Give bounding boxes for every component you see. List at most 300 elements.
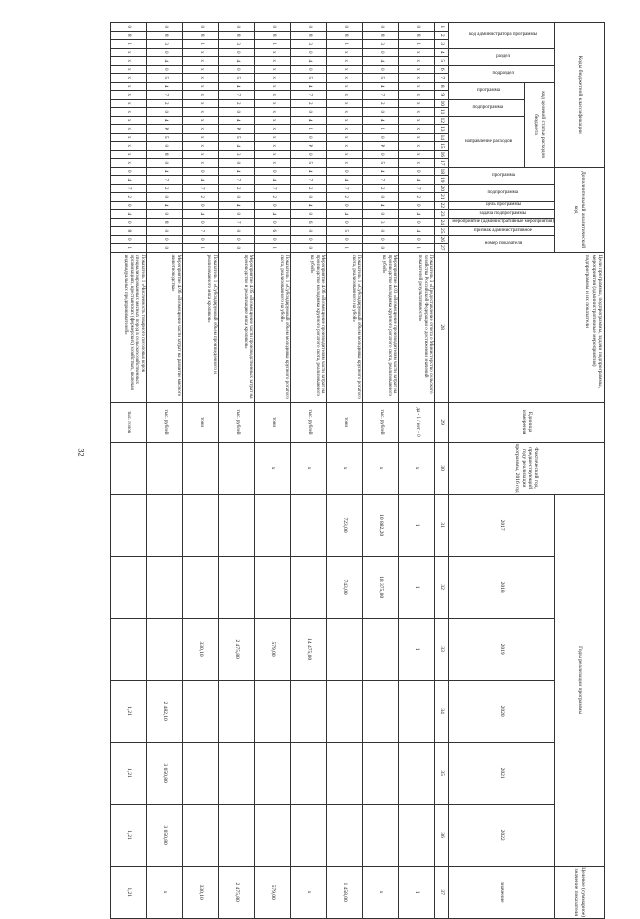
year-value: 10 882,20 — [363, 494, 399, 556]
code-cell: х — [255, 142, 291, 151]
code-cell: 0 — [399, 23, 435, 32]
code-cell: 5 — [363, 74, 399, 83]
code-cell: 0 — [111, 235, 147, 244]
code-cell: 0 — [183, 201, 219, 210]
code-cell: х — [399, 57, 435, 66]
header-prog-goal: цель программы — [449, 201, 555, 210]
row-base-year: х — [399, 442, 435, 494]
year-value — [219, 742, 255, 804]
year-value: 579,00 — [255, 618, 291, 680]
column-number: 5 — [435, 57, 449, 66]
code-cell: х — [255, 91, 291, 100]
year-value — [219, 680, 255, 742]
code-cell: 5 — [147, 133, 183, 142]
code-cell: х — [327, 57, 363, 66]
code-cell: х — [183, 150, 219, 159]
header-section: раздел — [449, 48, 555, 65]
code-cell: х — [183, 133, 219, 142]
code-cell: 0 — [291, 133, 327, 142]
rotated-table-container — [110, 22, 605, 918]
code-cell: 2 — [219, 99, 255, 108]
year-value — [183, 556, 219, 618]
year-value — [183, 804, 219, 866]
code-cell: 3 — [219, 40, 255, 49]
code-cell: 0 — [183, 167, 219, 176]
row-base-year — [219, 442, 255, 494]
header-prog-a: программа — [449, 167, 555, 184]
year-value: 3 050,80 — [147, 804, 183, 866]
code-cell: 0 — [219, 65, 255, 74]
column-number: 15 — [435, 142, 449, 151]
column-number: 18 — [435, 167, 449, 176]
table-row — [255, 23, 291, 919]
code-cell: 4 — [255, 176, 291, 185]
row-target-value: 1,21 — [111, 866, 147, 918]
code-cell: 1 — [327, 40, 363, 49]
code-cell: 0 — [147, 235, 183, 244]
row-description: Показатель 1 «Численность товарного поголовья коров специализированных мясных пород в сельскохозяйственных организациях, крестьянских (фермерских) хозяйствах, включая индивидуальных предпринимателей» — [111, 252, 147, 402]
code-cell: 0 — [363, 65, 399, 74]
code-cell: 0 — [291, 23, 327, 32]
code-cell: 4 — [363, 116, 399, 125]
row-description: Мероприятие 4.05 «Возмещение части производственных затрат на производство и реализацию мяса кроликов» — [219, 252, 255, 402]
year-value — [399, 680, 435, 742]
year-value — [219, 556, 255, 618]
code-cell: х — [399, 74, 435, 83]
code-cell: х — [255, 48, 291, 57]
year-2021: 2021 — [449, 742, 555, 804]
code-cell: х — [399, 108, 435, 117]
document-sheet — [110, 22, 605, 918]
header-target-value: Целевое (суммарное) значение показателя — [554, 866, 604, 918]
code-cell: 0 — [111, 23, 147, 32]
code-cell: 4 — [327, 210, 363, 219]
code-cell: 0 — [219, 210, 255, 219]
header-additional-code: Дополнительный аналитический код — [554, 167, 604, 252]
year-value — [291, 494, 327, 556]
code-cell: 0 — [147, 23, 183, 32]
year-value — [255, 804, 291, 866]
code-cell: 8 — [291, 31, 327, 40]
code-cell: 3 — [147, 40, 183, 49]
code-cell: 2 — [291, 184, 327, 193]
code-cell: Р — [291, 142, 327, 151]
row-target-value: х — [291, 866, 327, 918]
code-cell: х — [327, 91, 363, 100]
code-cell: 4 — [363, 201, 399, 210]
year-2019: 2019 — [449, 618, 555, 680]
code-cell: 0 — [363, 227, 399, 236]
code-cell: 1 — [399, 40, 435, 49]
code-cell: х — [399, 48, 435, 57]
code-cell: х — [111, 159, 147, 168]
code-cell: 4 — [219, 201, 255, 210]
code-cell: 8 — [111, 227, 147, 236]
code-cell: 7 — [147, 176, 183, 185]
code-cell: 4 — [363, 167, 399, 176]
column-number: 8 — [435, 82, 449, 91]
code-cell: 7 — [219, 218, 255, 227]
code-cell: 0 — [291, 65, 327, 74]
year-value: 1 — [399, 494, 435, 556]
code-cell: 0 — [183, 23, 219, 32]
code-cell: 0 — [255, 235, 291, 244]
code-cell: 0 — [147, 193, 183, 202]
column-number: 36 — [435, 804, 449, 866]
column-number: 9 — [435, 91, 449, 100]
code-cell: х — [111, 48, 147, 57]
code-cell: 2 — [183, 193, 219, 202]
row-unit: тыс. голов — [111, 402, 147, 442]
table-row — [183, 23, 219, 919]
code-cell: 3 — [363, 40, 399, 49]
code-cell: 4 — [399, 176, 435, 185]
code-cell: 2 — [291, 99, 327, 108]
code-cell: х — [183, 99, 219, 108]
code-cell: х — [111, 91, 147, 100]
year-value — [147, 556, 183, 618]
code-cell: 0 — [255, 23, 291, 32]
header-years-group: Годы реализации программы — [554, 494, 604, 866]
code-cell: 0 — [327, 201, 363, 210]
column-number: 35 — [435, 742, 449, 804]
code-cell: 1 — [255, 244, 291, 253]
table-row — [147, 23, 183, 919]
code-cell: х — [327, 65, 363, 74]
code-cell: 6 — [255, 227, 291, 236]
year-value: 743,00 — [327, 556, 363, 618]
code-cell: 7 — [327, 184, 363, 193]
code-cell: 5 — [363, 159, 399, 168]
code-cell: 1 — [111, 244, 147, 253]
code-cell: х — [255, 116, 291, 125]
code-cell: 0 — [219, 108, 255, 117]
code-cell: 0 — [147, 48, 183, 57]
code-cell: 0 — [255, 218, 291, 227]
code-cell: х — [255, 74, 291, 83]
code-cell: 7 — [183, 227, 219, 236]
code-cell: 0 — [219, 193, 255, 202]
code-cell: 0 — [219, 159, 255, 168]
row-description: Показатель 3 «Предоставление отчета о Министерство сельского хозяйства Российской Федерации о достижении значений показателей результативности» — [399, 252, 435, 402]
code-cell: х — [327, 159, 363, 168]
code-cell: 0 — [363, 133, 399, 142]
code-cell: 2 — [327, 193, 363, 202]
code-cell: 0 — [363, 244, 399, 253]
year-2022: 2022 — [449, 804, 555, 866]
code-cell: 3 — [363, 218, 399, 227]
code-cell: 7 — [147, 91, 183, 100]
column-number: 6 — [435, 65, 449, 74]
code-cell: х — [399, 150, 435, 159]
code-cell: 1 — [255, 40, 291, 49]
row-unit: да - 1 / нет - 0 — [399, 402, 435, 442]
column-number: 34 — [435, 680, 449, 742]
row-base-year: х — [255, 442, 291, 494]
code-cell: 0 — [327, 167, 363, 176]
row-target-value: 579,00 — [255, 866, 291, 918]
header-subsection: подраздел — [449, 65, 555, 82]
code-cell: х — [183, 116, 219, 125]
year-value: 1 — [399, 556, 435, 618]
code-cell: 0 — [147, 210, 183, 219]
code-cell: 8 — [183, 31, 219, 40]
code-cell: 0 — [291, 48, 327, 57]
code-cell: 4 — [219, 57, 255, 66]
code-cell: 4 — [399, 227, 435, 236]
code-cell: х — [399, 116, 435, 125]
row-base-year — [183, 442, 219, 494]
column-number: 17 — [435, 159, 449, 168]
code-cell: х — [327, 133, 363, 142]
code-cell: 8 — [255, 31, 291, 40]
code-cell: х — [255, 108, 291, 117]
code-cell: 0 — [147, 227, 183, 236]
code-cell: 0 — [255, 201, 291, 210]
code-cell: х — [111, 99, 147, 108]
code-cell: 7 — [111, 184, 147, 193]
code-cell: 0 — [147, 108, 183, 117]
code-cell: х — [111, 74, 147, 83]
code-cell: 0 — [111, 167, 147, 176]
code-cell: 4 — [111, 210, 147, 219]
code-cell: 4 — [147, 116, 183, 125]
code-cell: 4 — [363, 57, 399, 66]
year-value — [327, 618, 363, 680]
row-target-value: 1 458,00 — [327, 866, 363, 918]
code-cell: х — [255, 150, 291, 159]
code-cell: х — [183, 142, 219, 151]
column-number: 25 — [435, 227, 449, 236]
row-base-year: х — [363, 442, 399, 494]
code-cell: 4 — [183, 176, 219, 185]
code-cell: 4 — [291, 57, 327, 66]
code-cell: 8 — [327, 31, 363, 40]
year-value — [255, 680, 291, 742]
year-value — [291, 556, 327, 618]
code-cell: х — [327, 150, 363, 159]
code-cell: 2 — [255, 193, 291, 202]
column-number: 37 — [435, 866, 449, 918]
code-cell: 0 — [327, 218, 363, 227]
code-cell: х — [111, 65, 147, 74]
column-number: 24 — [435, 218, 449, 227]
header-unit: Единица измерения — [449, 402, 605, 442]
code-cell: 0 — [291, 235, 327, 244]
column-number: 12 — [435, 116, 449, 125]
row-target-value: х — [147, 866, 183, 918]
year-value: 2 475,80 — [219, 618, 255, 680]
column-number: 4 — [435, 48, 449, 57]
code-cell: 6 — [291, 218, 327, 227]
code-cell: Р — [219, 125, 255, 134]
column-number: 27 — [435, 244, 449, 253]
code-cell: 0 — [291, 227, 327, 236]
year-value — [399, 742, 435, 804]
code-cell: х — [111, 108, 147, 117]
column-number: 23 — [435, 210, 449, 219]
row-unit: тонн — [183, 402, 219, 442]
code-cell: х — [255, 99, 291, 108]
code-cell: 5 — [291, 74, 327, 83]
code-cell: 0 — [219, 235, 255, 244]
row-description: Мероприятие 4.06 «Возмещение части затрат на развитие мясного животноводства» — [147, 252, 183, 402]
column-number: 11 — [435, 108, 449, 117]
year-value: 1,21 — [111, 680, 147, 742]
code-cell: 0 — [147, 65, 183, 74]
column-number: 16 — [435, 150, 449, 159]
code-cell: 5 — [219, 74, 255, 83]
code-cell: 8 — [363, 31, 399, 40]
code-cell: 1 — [111, 40, 147, 49]
code-cell: х — [255, 133, 291, 142]
year-2020: 2020 — [449, 680, 555, 742]
header-program: программа — [449, 82, 524, 99]
code-cell: х — [255, 57, 291, 66]
code-cell: 0 — [219, 227, 255, 236]
code-cell: х — [111, 125, 147, 134]
code-cell: х — [399, 159, 435, 168]
code-cell: 0 — [363, 235, 399, 244]
code-cell: 4 — [399, 210, 435, 219]
column-number: 30 — [435, 442, 449, 494]
year-value — [363, 804, 399, 866]
code-cell: 2 — [111, 193, 147, 202]
code-cell: х — [255, 82, 291, 91]
code-cell: х — [183, 159, 219, 168]
year-value — [183, 742, 219, 804]
code-cell: 3 — [291, 40, 327, 49]
column-number: 19 — [435, 176, 449, 185]
code-cell: 0 — [363, 23, 399, 32]
code-cell: х — [399, 142, 435, 151]
code-cell: х — [327, 99, 363, 108]
code-cell: х — [111, 133, 147, 142]
header-subprogram: подпрограмма — [449, 99, 524, 116]
column-number: 14 — [435, 133, 449, 142]
header-budget-codes: Коды бюджетной классификации — [554, 23, 604, 168]
code-cell: 7 — [291, 176, 327, 185]
code-cell: 4 — [291, 116, 327, 125]
year-value — [327, 804, 363, 866]
code-cell: х — [183, 91, 219, 100]
year-value — [291, 742, 327, 804]
code-cell: 0 — [363, 193, 399, 202]
code-cell: 4 — [147, 167, 183, 176]
code-cell: х — [183, 65, 219, 74]
code-cell: 4 — [147, 57, 183, 66]
code-cell: х — [111, 82, 147, 91]
year-value — [327, 680, 363, 742]
year-value — [327, 742, 363, 804]
code-cell: 7 — [255, 184, 291, 193]
row-description: Показатель 1 «Субсидируемый объем молодняка крупного рогатого скота, реализованного на убой» — [327, 252, 363, 402]
code-cell: 7 — [291, 91, 327, 100]
row-unit: тыс. рублей — [291, 402, 327, 442]
code-cell: Р — [147, 125, 183, 134]
column-number: 20 — [435, 184, 449, 193]
header-indicator-num: номер показателя — [449, 235, 555, 252]
code-cell: 1 — [327, 244, 363, 253]
code-cell: х — [399, 125, 435, 134]
code-cell: 7 — [363, 176, 399, 185]
header-value-label: значение — [449, 866, 555, 918]
code-cell: 4 — [291, 201, 327, 210]
code-cell: 4 — [291, 82, 327, 91]
code-cell: 0 — [183, 235, 219, 244]
code-cell: 2 — [147, 184, 183, 193]
header-subprog-a: подпрограмма — [449, 184, 555, 201]
code-cell: 2 — [219, 184, 255, 193]
year-value — [147, 618, 183, 680]
code-cell: 1 — [363, 125, 399, 134]
code-cell: 2 — [363, 99, 399, 108]
row-unit: тыс. рублей — [147, 402, 183, 442]
header-subprog-task: задача подпрограммы — [449, 210, 555, 219]
code-cell: х — [183, 125, 219, 134]
code-cell: 0 — [291, 244, 327, 253]
row-base-year: х — [291, 442, 327, 494]
code-cell: х — [327, 142, 363, 151]
year-value: 1 — [399, 618, 435, 680]
code-cell: 5 — [327, 227, 363, 236]
code-cell: х — [111, 57, 147, 66]
column-number: 28 — [435, 252, 449, 402]
code-cell: 7 — [219, 176, 255, 185]
code-cell: 7 — [399, 184, 435, 193]
row-description: Показатель 1 «Субсидируемый объем молодняка крупного рогатого скота, реализованного на убой» — [255, 252, 291, 402]
row-description: Мероприятие 4.03 «Возмещение производителям части затрат на производство молодняка крупного рогатого скота, реализованного на убой» — [363, 252, 399, 402]
column-number: 31 — [435, 494, 449, 556]
code-cell: 4 — [219, 82, 255, 91]
table-row — [399, 23, 435, 919]
year-value — [291, 680, 327, 742]
year-2017: 2017 — [449, 494, 555, 556]
code-cell: 0 — [363, 210, 399, 219]
header-activity: мероприятие (административные мероприятия) — [449, 218, 555, 227]
header-targets: Цели программы, подпрограммы, задачи подпрограммы, мероприятия (административные мероприятия) подпрограммы и их показатели — [449, 252, 605, 402]
code-cell: х — [255, 65, 291, 74]
code-cell: Р — [363, 142, 399, 151]
code-cell: 4 — [219, 116, 255, 125]
code-cell: 4 — [147, 82, 183, 91]
code-cell: х — [399, 65, 435, 74]
code-cell: х — [111, 116, 147, 125]
code-cell: 5 — [219, 133, 255, 142]
code-cell: 0 — [219, 23, 255, 32]
year-value: 3 050,80 — [147, 742, 183, 804]
column-number: 1 — [435, 23, 449, 32]
year-value: 2 482,10 — [147, 680, 183, 742]
column-number: 3 — [435, 40, 449, 49]
row-unit: тонн — [327, 402, 363, 442]
code-cell: х — [399, 133, 435, 142]
code-cell: 1 — [291, 125, 327, 134]
code-cell: х — [327, 48, 363, 57]
code-cell: 0 — [111, 201, 147, 210]
year-value — [363, 680, 399, 742]
code-cell: 1 — [183, 244, 219, 253]
code-cell: х — [255, 125, 291, 134]
code-cell: х — [183, 108, 219, 117]
year-value — [183, 680, 219, 742]
table-row — [219, 23, 255, 919]
code-cell: 8 — [219, 31, 255, 40]
header-admin-code: код администратора программы — [449, 23, 555, 49]
year-value — [255, 494, 291, 556]
code-cell: 4 — [255, 210, 291, 219]
column-number: 32 — [435, 556, 449, 618]
